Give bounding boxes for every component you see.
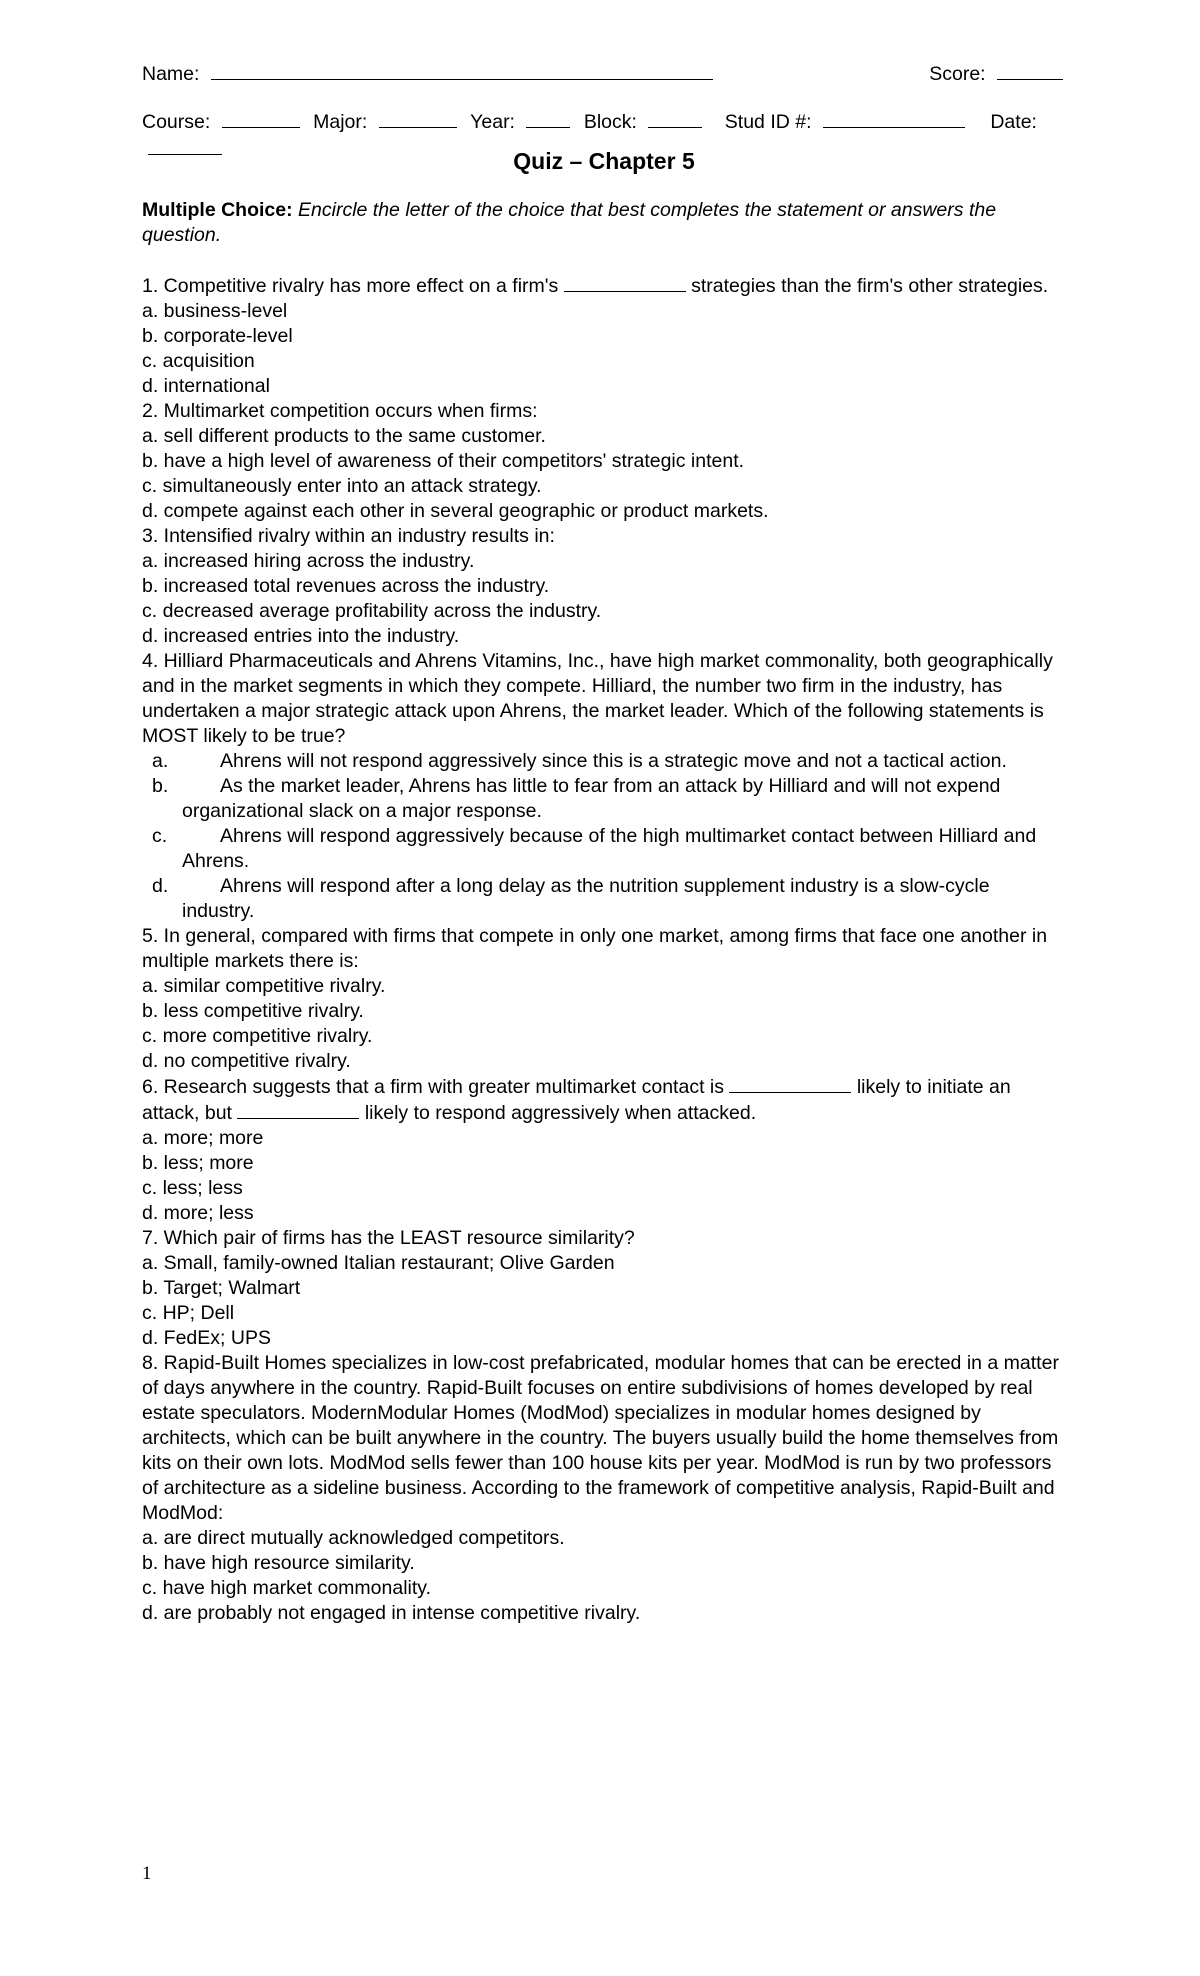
option-d[interactable]: d. increased entries into the industry. [142,625,460,647]
option-a[interactable]: a. Small, family-owned Italian restaurant; Olive Garden [142,1252,615,1274]
studid-field[interactable] [823,108,965,128]
instructions-heading: Multiple Choice: [142,199,293,221]
option-c[interactable]: c. HP; Dell [142,1302,235,1324]
question-4 [142,649,1066,924]
option-b[interactable]: b. increased total revenues across the industry. [142,575,550,597]
course-field[interactable] [222,108,300,128]
score-group [929,60,1063,87]
option-a[interactable]: a. increased hiring across the industry. [142,550,475,572]
page-title: Quiz – Chapter 5 [513,148,695,174]
option-a[interactable]: a. are direct mutually acknowledged competitors. [142,1527,565,1549]
question-text: 3. Intensified rivalry within an industry results in: [142,525,555,547]
option-b[interactable]: b. less; more [142,1152,254,1174]
option-b[interactable]: b. As the market leader, Ahrens has little to fear from an attack by Hilliard and will not expend organizational slack on a major response. [152,775,1001,822]
year-field[interactable] [526,108,570,128]
question-5 [142,924,1066,1074]
option-a[interactable]: a. Ahrens will not respond aggressively since this is a strategic move and not a tactical action. [152,750,1007,772]
question-1 [142,273,1066,399]
option-d[interactable]: d. Ahrens will respond after a long delay as the nutrition supplement industry is a slow-cycle industry. [152,875,990,922]
question-text: 4. Hilliard Pharmaceuticals and Ahrens Vitamins, Inc., have high market commonality, both geographically and in the market segments in which they compete. Hilliard, the number two firm in the industry, has undertaken a major strategic attack upon Ahrens, the market leader. Which of the following statements is MOST likely to be true? [142,650,1053,747]
question-7 [142,1226,1066,1351]
option-d[interactable]: d. more; less [142,1202,254,1224]
option-a[interactable]: a. similar competitive rivalry. [142,975,386,997]
option-a[interactable]: a. business-level [142,300,288,322]
question-list [142,273,1066,1626]
question-3 [142,524,1066,649]
option-b[interactable]: b. corporate-level [142,325,293,347]
option-c[interactable]: c. more competitive rivalry. [142,1025,373,1047]
option-d[interactable]: d. no competitive rivalry. [142,1050,351,1072]
studid-label: Stud ID #: [724,111,812,133]
question-text: 8. Rapid-Built Homes specializes in low-cost prefabricated, modular homes that can be erected in a matter of days anywhere in the country. Rapid-Built focuses on entire subdivisions of homes developed by real estate speculators. ModernModular Homes (ModMod) specializes in modular homes designed by architects, which can be built anywhere in the country. The buyers usually build the home themselves from kits on their own lots. ModMod sells fewer than 100 house kits per year. ModMod is run by two professors of architecture as a sideline business. According to the framework of competitive analysis, Rapid-Built and ModMod: [142,1352,1059,1524]
score-label: Score: [929,63,986,85]
question-text: 1. Competitive rivalry has more effect on a firm's strategies than the firm's other strategies. [142,275,1049,297]
option-d[interactable]: d. international [142,375,270,397]
answer-blank-1[interactable] [729,1074,851,1093]
block-label: Block: [583,111,637,133]
option-c[interactable]: c. simultaneously enter into an attack strategy. [142,475,542,497]
instructions [142,198,1066,248]
date-field[interactable] [148,135,222,155]
date-label: Date: [990,111,1037,133]
option-d[interactable]: d. are probably not engaged in intense competitive rivalry. [142,1602,641,1624]
option-a[interactable]: a. more; more [142,1127,264,1149]
option-b[interactable]: b. have a high level of awareness of their competitors' strategic intent. [142,450,745,472]
option-c[interactable]: c. have high market commonality. [142,1577,432,1599]
answer-blank[interactable] [564,273,686,292]
question-text: 2. Multimarket competition occurs when firms: [142,400,538,422]
answer-blank-2[interactable] [237,1100,359,1119]
option-c[interactable]: c. decreased average profitability across the industry. [142,600,602,622]
option-a[interactable]: a. sell different products to the same customer. [142,425,546,447]
question-text: 7. Which pair of firms has the LEAST resource similarity? [142,1227,635,1249]
year-label: Year: [470,111,515,133]
question-text: 5. In general, compared with firms that compete in only one market, among firms that face one another in multiple markets there is: [142,925,1048,972]
option-b[interactable]: b. Target; Walmart [142,1277,301,1299]
option-d[interactable]: d. FedEx; UPS [142,1327,271,1349]
option-c[interactable]: c. Ahrens will respond aggressively because of the high multimarket contact between Hilliard and Ahrens. [152,825,1037,872]
header-row-details [142,108,1066,134]
page-number: 1 [142,1863,152,1884]
course-label: Course: [142,111,211,133]
name-label: Name: [142,63,200,85]
block-field[interactable] [648,108,702,128]
major-label: Major: [313,111,368,133]
header-row-name [142,60,1066,86]
instructions-text: Encircle the letter of the choice that best completes the statement or answers the question. [142,199,997,246]
option-d[interactable]: d. compete against each other in several geographic or product markets. [142,500,769,522]
major-field[interactable] [379,108,457,128]
quiz-page [142,60,1066,1626]
question-2 [142,399,1066,524]
option-c[interactable]: c. acquisition [142,350,255,372]
option-b[interactable]: b. have high resource similarity. [142,1552,415,1574]
question-text: 6. Research suggests that a firm with greater multimarket contact is likely to initiate an attack, but likely to respond aggressively when attacked. [142,1076,1011,1124]
option-b[interactable]: b. less competitive rivalry. [142,1000,364,1022]
name-field[interactable] [211,60,713,80]
question-8 [142,1351,1066,1626]
option-c[interactable]: c. less; less [142,1177,243,1199]
score-field[interactable] [997,60,1063,80]
question-6 [142,1074,1066,1226]
